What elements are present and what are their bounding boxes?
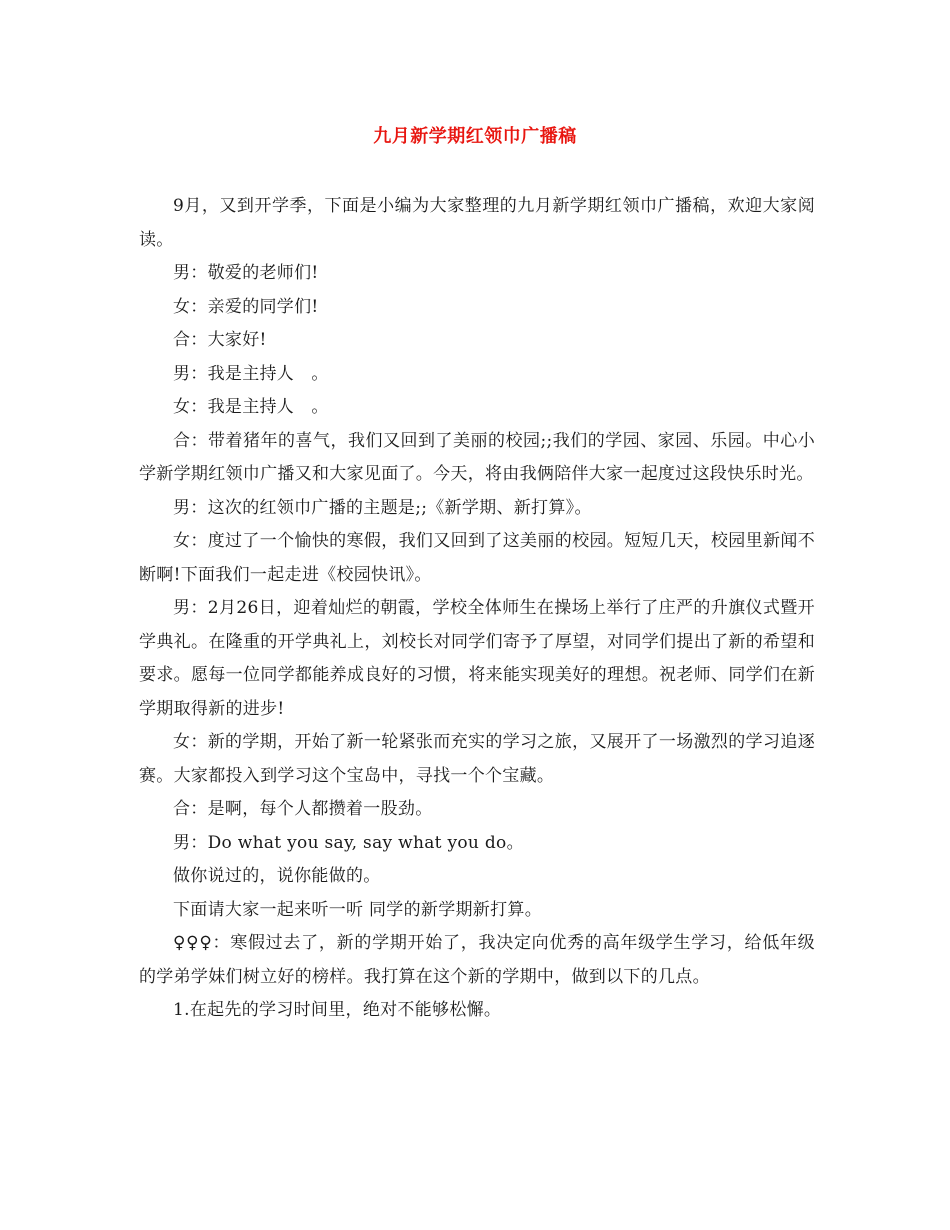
paragraph: 男：2月26日，迎着灿烂的朝霞，学校全体师生在操场上举行了庄严的升旗仪式暨开学典礼。在隆重的开学典礼上，刘校长对同学们寄予了厚望，对同学们提出了新的希望和要求。愿每一位同学都能养成良好的习惯，将来能实现美好的理想。祝老师、同学们在新学期取得新的进步! — [139, 598, 815, 719]
paragraph: 合：带着猪年的喜气，我们又回到了美丽的校园;;我们的学园、家园、乐园。中心小学新学期红领巾广播又和大家见面了。今天，将由我俩陪伴大家一起度过这段快乐时光。 — [139, 430, 815, 484]
paragraph: 合：大家好! — [173, 330, 267, 350]
paragraph: 女：度过了一个愉快的寒假，我们又回到了这美丽的校园。短短几天，校园里新闻不断啊!下面我们一起走进《校园快讯》。 — [139, 531, 815, 585]
paragraph: 1.在起先的学习时间里，绝对不能够松懈。 — [173, 1000, 502, 1020]
paragraph: 男：Do what you say, say what you do。 — [173, 832, 524, 853]
paragraph: 下面请大家一起来听一听 同学的新学期新打算。 — [173, 899, 543, 920]
paragraph: 男：这次的红领巾广播的主题是;;《新学期、新打算》。 — [173, 497, 592, 518]
paragraph: 做你说过的，说你能做的。 — [173, 866, 381, 886]
document-body — [139, 190, 815, 1028]
paragraph: 女：亲爱的同学们! — [173, 296, 319, 317]
paragraph: 9月，又到开学季，下面是小编为大家整理的九月新学期红领巾广播稿，欢迎大家阅读。 — [139, 196, 815, 250]
paragraph: ♀♀♀：寒假过去了，新的学期开始了，我决定向优秀的高年级学生学习，给低年级的学弟学妹们树立好的榜样。我打算在这个新的学期中，做到以下的几点。 — [139, 933, 815, 987]
paragraph: 男：敬爱的老师们! — [173, 263, 319, 283]
paragraph: 男：我是主持人 。 — [173, 363, 329, 384]
paragraph: 女：我是主持人 。 — [173, 397, 329, 417]
paragraph: 合：是啊，每个人都攒着一股劲。 — [173, 799, 433, 819]
document-title: 九月新学期红领巾广播稿 — [373, 126, 577, 147]
paragraph: 女：新的学期，开始了新一轮紧张而充实的学习之旅，又展开了一场激烈的学习追逐赛。大家都投入到学习这个宝岛中，寻找一个个宝藏。 — [139, 732, 815, 786]
